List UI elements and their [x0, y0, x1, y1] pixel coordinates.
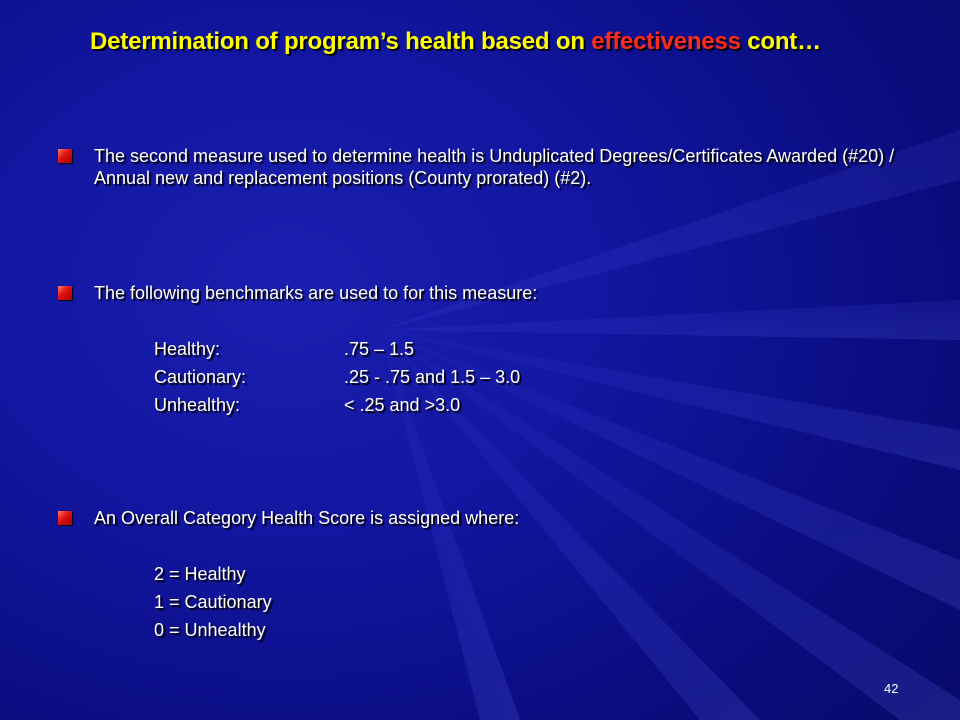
bullet-square-icon [58, 149, 72, 163]
benchmark-value: .75 – 1.5 [344, 339, 415, 359]
page-number: 42 [884, 681, 899, 696]
slide-title [90, 28, 930, 56]
bullet-text: The following benchmarks are used to for this measure: [94, 283, 538, 303]
benchmark-row [154, 394, 460, 416]
benchmark-label: Healthy: [154, 339, 221, 359]
score-item: 1 = Cautionary [154, 592, 272, 612]
title-part1: Determination of program’s health based on [90, 28, 592, 55]
benchmark-label: Cautionary: [154, 367, 247, 387]
title-accent: effectiveness [591, 28, 741, 55]
benchmark-value: .25 - .75 and 1.5 – 3.0 [344, 367, 521, 387]
bullet-square-icon [58, 286, 72, 300]
title-part2: cont… [740, 28, 821, 55]
benchmark-row [154, 338, 414, 360]
benchmark-value: < .25 and >3.0 [344, 395, 461, 415]
score-item: 0 = Unhealthy [154, 620, 266, 640]
bullet-text: An Overall Category Health Score is assigned where: [94, 508, 520, 528]
benchmark-row [154, 366, 520, 388]
score-item: 2 = Healthy [154, 564, 246, 584]
bullet-text: The second measure used to determine health is Unduplicated Degrees/Certificates Awarded (#20) / Annual new and replacement positions (County prorated) (#2). [94, 146, 895, 188]
bullet-square-icon [58, 511, 72, 525]
benchmark-label: Unhealthy: [154, 395, 241, 415]
